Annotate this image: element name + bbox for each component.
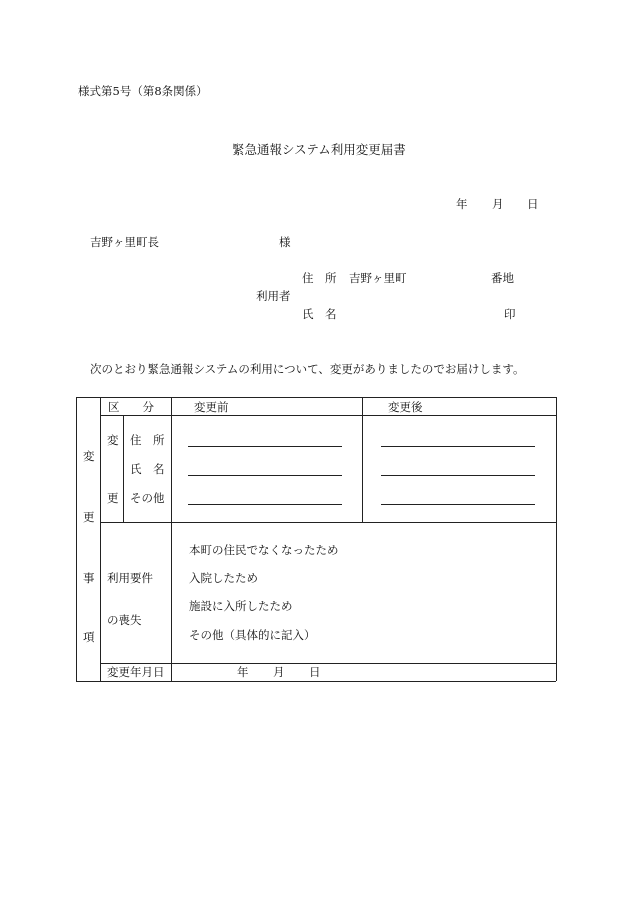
change-item-name: 氏 名 [130,462,165,476]
addressee-name: 吉野ヶ里町長 [90,235,159,249]
name-label: 氏 名 [302,307,337,321]
after-address-line[interactable] [381,446,535,447]
after-name-line[interactable] [381,475,535,476]
date-month: 月 [492,197,504,211]
date-day: 日 [527,197,539,211]
address-value: 吉野ヶ里町 [349,271,407,285]
loss-reason-4[interactable]: その他（具体的に記入） [189,628,316,642]
loss-label-2: の喪失 [107,613,142,627]
before-address-line[interactable] [188,446,342,447]
addressee-honorific: 様 [279,235,291,249]
change-date-label: 変更年月日 [107,665,165,679]
header-after: 変更後 [388,400,423,414]
change-item-address: 住 所 [130,433,165,447]
date-year: 年 [456,197,468,211]
change-label-1: 変 [107,433,119,447]
side-label-4: 項 [83,630,95,644]
change-label-2: 更 [107,491,119,505]
side-label-3: 事 [83,571,95,585]
side-label-2: 更 [83,510,95,524]
document-title: 緊急通報システム利用変更届書 [232,142,406,157]
address-label: 住 所 [302,271,337,285]
loss-reason-2[interactable]: 入院したため [189,571,258,585]
header-before: 変更前 [194,400,229,414]
loss-reason-3[interactable]: 施設に入所したため [189,599,293,613]
seal-mark: 印 [504,307,516,321]
statement: 次のとおり緊急通報システムの利用について、変更がありましたのでお届けします。 [90,362,525,376]
loss-reason-1[interactable]: 本町の住民でなくなったため [189,543,339,557]
header-category: 区 分 [108,400,154,414]
address-suffix: 番地 [491,271,514,285]
change-date-year[interactable]: 年 [237,665,249,679]
change-date-day[interactable]: 日 [309,665,321,679]
before-name-line[interactable] [188,475,342,476]
before-other-line[interactable] [188,504,342,505]
change-date-month[interactable]: 月 [273,665,285,679]
change-item-other: その他 [130,491,165,505]
after-other-line[interactable] [381,504,535,505]
side-label-1: 変 [83,449,95,463]
form-number: 様式第5号（第8条関係） [78,84,208,98]
loss-label-1: 利用要件 [107,571,153,585]
applicant-label: 利用者 [256,289,291,303]
